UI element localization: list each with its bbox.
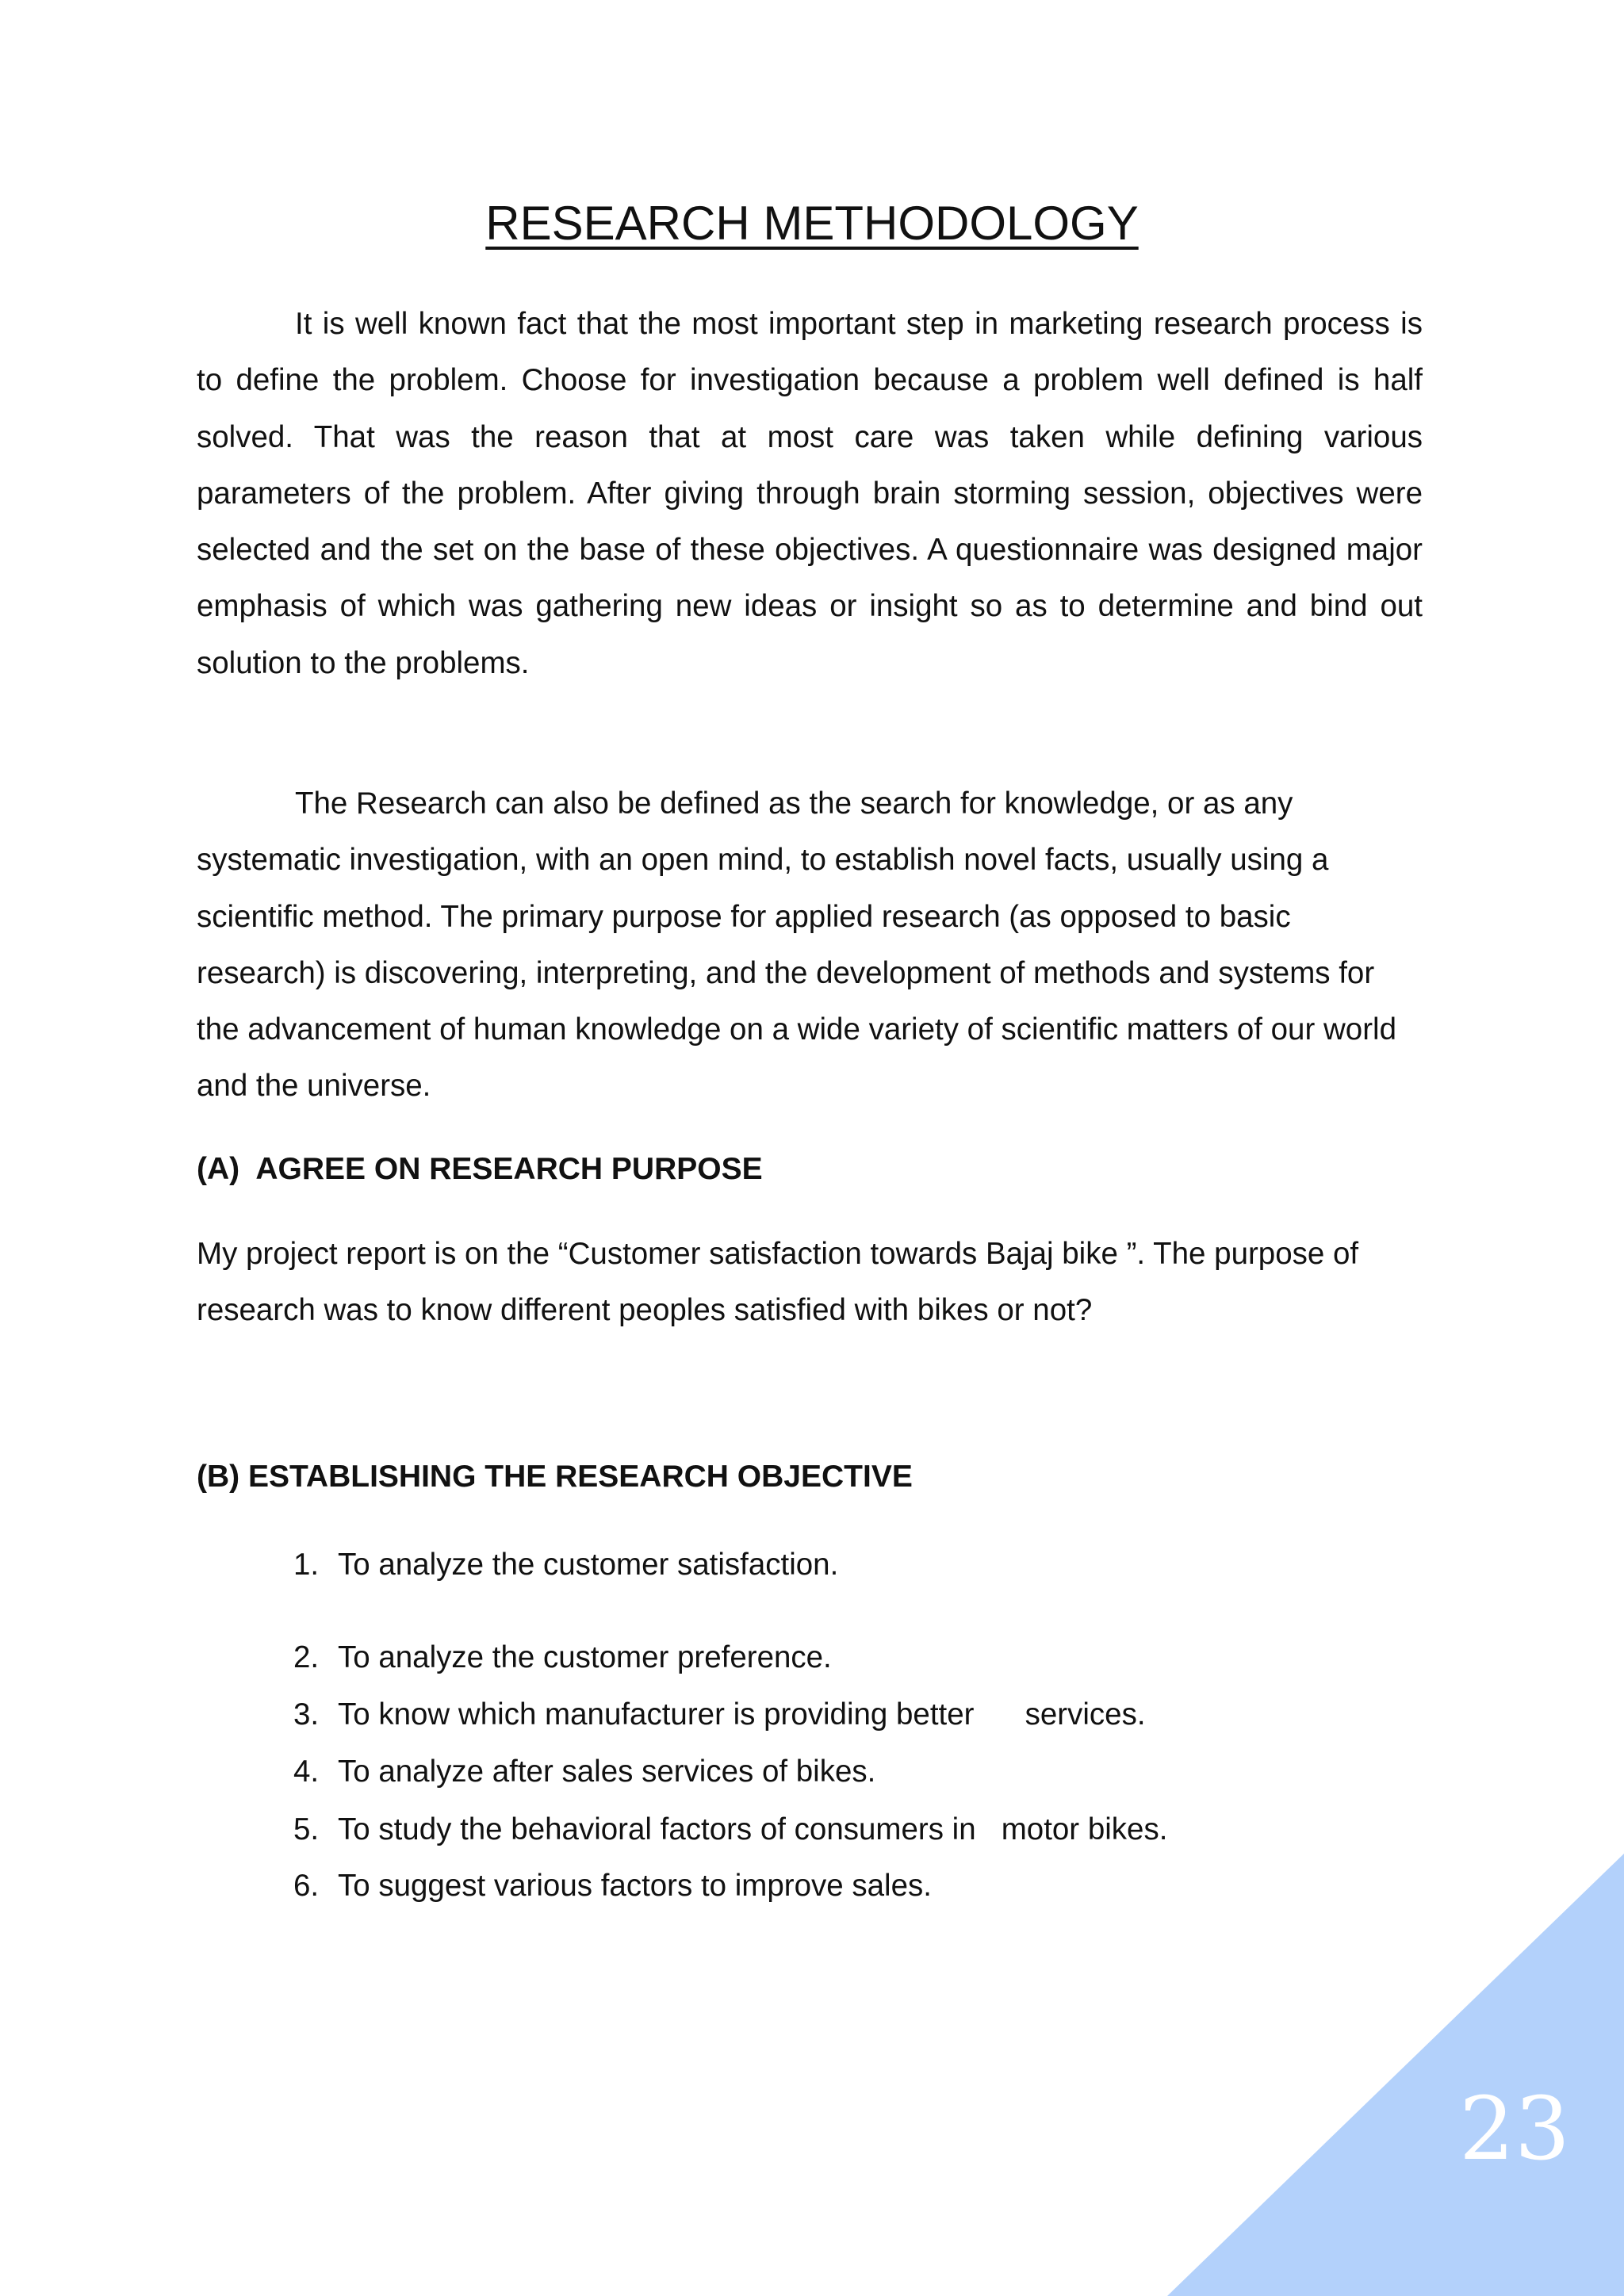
list-item-number: 2.: [293, 1640, 320, 1674]
page-title: [0, 192, 1624, 255]
list-item-text: To suggest various factors to improve sales.: [338, 1869, 932, 1903]
list-item-number: 5.: [293, 1812, 320, 1846]
section-a-body: My project report is on the “Customer satisfaction towards Bajaj bike ”. The purpose of research was to know different peoples satisfied with bikes or not?: [197, 1237, 1359, 1328]
list-item: [293, 1748, 875, 1796]
list-item-number: 1.: [293, 1548, 320, 1582]
list-item-text: To analyze the customer preference.: [338, 1640, 832, 1674]
definition-paragraph: The Research can also be defined as the search for knowledge, or as any systematic investigation, with an open mind, to establish novel facts, usually using a scientific method. The primary purpose for applied research (as opposed to basic research) is discovering, interpreting, and the development of methods and systems for the advancement of human knowledge on a wide variety of scientific matters of our world and the universe.: [197, 786, 1396, 1104]
list-item-text: To analyze after sales services of bikes.: [338, 1755, 876, 1789]
list-item-number: 6.: [293, 1869, 320, 1903]
list-item: [293, 1634, 832, 1682]
page-number: 23: [1459, 2078, 1570, 2179]
page-title-text: RESEARCH METHODOLOGY: [485, 197, 1139, 250]
list-item-text: To know which manufacturer is providing better services.: [338, 1697, 1146, 1732]
list-item-text: To study the behavioral factors of consumers in motor bikes.: [338, 1812, 1168, 1846]
section-b-heading: (B) ESTABLISHING THE RESEARCH OBJECTIVE: [197, 1460, 913, 1494]
list-item-text: To analyze the customer satisfaction.: [338, 1548, 839, 1582]
corner-triangle: [1167, 1854, 1624, 2296]
section-a-heading: (A) AGREE ON RESEARCH PURPOSE: [197, 1152, 763, 1186]
list-item-number: 4.: [293, 1755, 320, 1789]
list-item: [293, 1541, 838, 1589]
list-item-number: 3.: [293, 1697, 320, 1732]
list-item: [293, 1862, 932, 1910]
intro-paragraph: It is well known fact that the most important step in marketing research process is to define the problem. Choose for investigation because a problem well defined is half solved. That was the reason that at most care was taken while defining various parameters of the problem. After giving through brain storming session, objectives were selected and the set on the base of these objectives. A questionnaire was designed major emphasis of which was gathering new ideas or insight so as to determine and bind out solution to the problems.: [197, 307, 1423, 680]
list-item: [293, 1806, 1167, 1854]
list-item: [293, 1691, 1146, 1739]
